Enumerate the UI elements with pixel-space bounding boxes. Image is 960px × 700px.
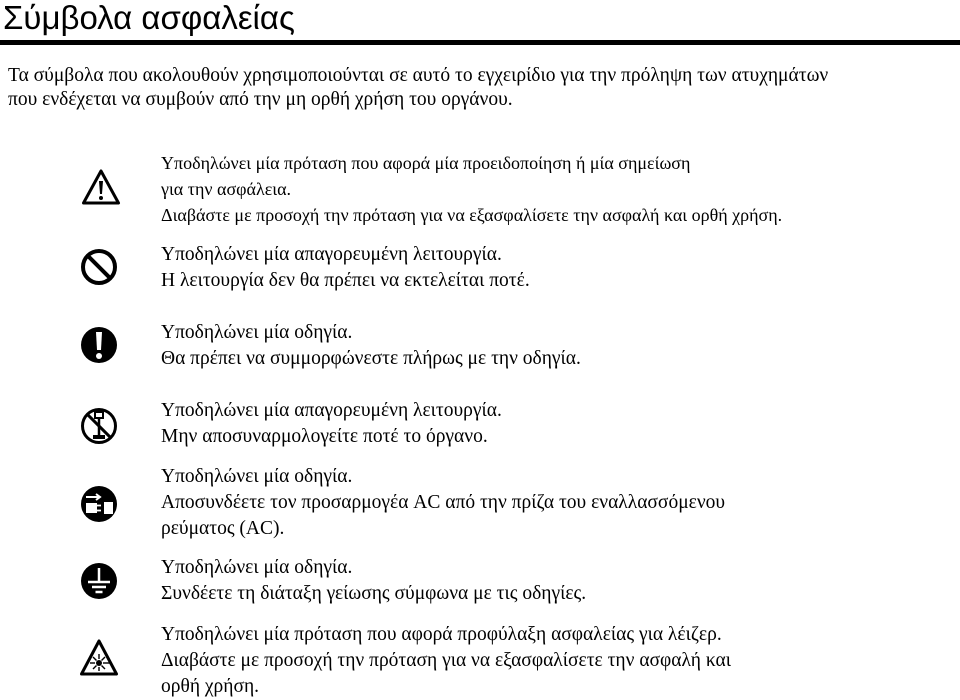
laser-warning-icon: [79, 638, 119, 678]
intro-line: που ενδέχεται να συμβούν από την μη ορθή χρήση του οργάνου.: [8, 89, 513, 110]
symbol-description-laser: [161, 622, 951, 700]
no-disassembly-icon: [79, 406, 119, 446]
description-line: Υποδηλώνει μία πρόταση που αφορά προφύλαξη ασφαλείας για λέιζερ.: [161, 624, 722, 645]
description-line: Συνδέετε τη διάταξη γείωσης σύμφωνα με τις οδηγίες.: [161, 583, 587, 604]
page-title: Σύμβολα ασφαλείας: [3, 0, 295, 36]
intro-line: Τα σύμβολα που ακολουθούν χρησιμοποιούνται σε αυτό το εγχειρίδιο για την πρόληψη των ατυχημάτων: [8, 65, 829, 86]
description-line: Υποδηλώνει μία οδηγία.: [161, 557, 353, 578]
symbol-description-prohibition: [161, 242, 951, 294]
description-line: Υποδηλώνει μία απαγορευμένη λειτουργία.: [161, 400, 502, 421]
description-line: Υποδηλώνει μία οδηγία.: [161, 322, 353, 343]
description-line: Αποσυνδέετε τον προσαρμογέα AC από την πρίζα του εναλλασσόμενου: [161, 492, 726, 513]
warning-triangle-icon: [81, 168, 121, 208]
unplug-icon: [79, 484, 119, 524]
prohibition-icon: [79, 247, 119, 287]
description-line: Διαβάστε με προσοχή την πρόταση για να εξασφαλίσετε την ασφαλή και: [161, 650, 731, 671]
description-line: ρεύματος (AC).: [161, 518, 285, 539]
description-line: Η λειτουργία δεν θα πρέπει να εκτελείται ποτέ.: [161, 270, 530, 291]
symbol-description-unplug: [161, 464, 951, 542]
description-line: ορθή χρήση.: [161, 676, 260, 697]
symbol-description-mandatory: [161, 320, 951, 372]
description-line: Υποδηλώνει μία οδηγία.: [161, 466, 353, 487]
symbol-description-no-disassembly: [161, 398, 951, 450]
description-line: Μην αποσυναρμολογείτε ποτέ το όργανο.: [161, 426, 488, 447]
symbol-description-warning: [161, 150, 951, 228]
description-line: για την ασφάλεια.: [161, 179, 292, 199]
description-line: Υποδηλώνει μία απαγορευμένη λειτουργία.: [161, 244, 502, 265]
description-line: Υποδηλώνει μία πρόταση που αφορά μία προειδοποίηση ή μία σημείωση: [161, 153, 691, 173]
intro-paragraph: [8, 64, 953, 112]
description-line: Θα πρέπει να συμμορφώνεστε πλήρως με την οδηγία.: [161, 348, 581, 369]
mandatory-action-icon: [79, 325, 119, 365]
symbol-description-ground: [161, 555, 951, 607]
title-divider: [0, 40, 960, 45]
ground-icon: [79, 561, 119, 601]
description-line: Διαβάστε με προσοχή την πρόταση για να εξασφαλίσετε την ασφαλή και ορθή χρήση.: [161, 205, 783, 225]
